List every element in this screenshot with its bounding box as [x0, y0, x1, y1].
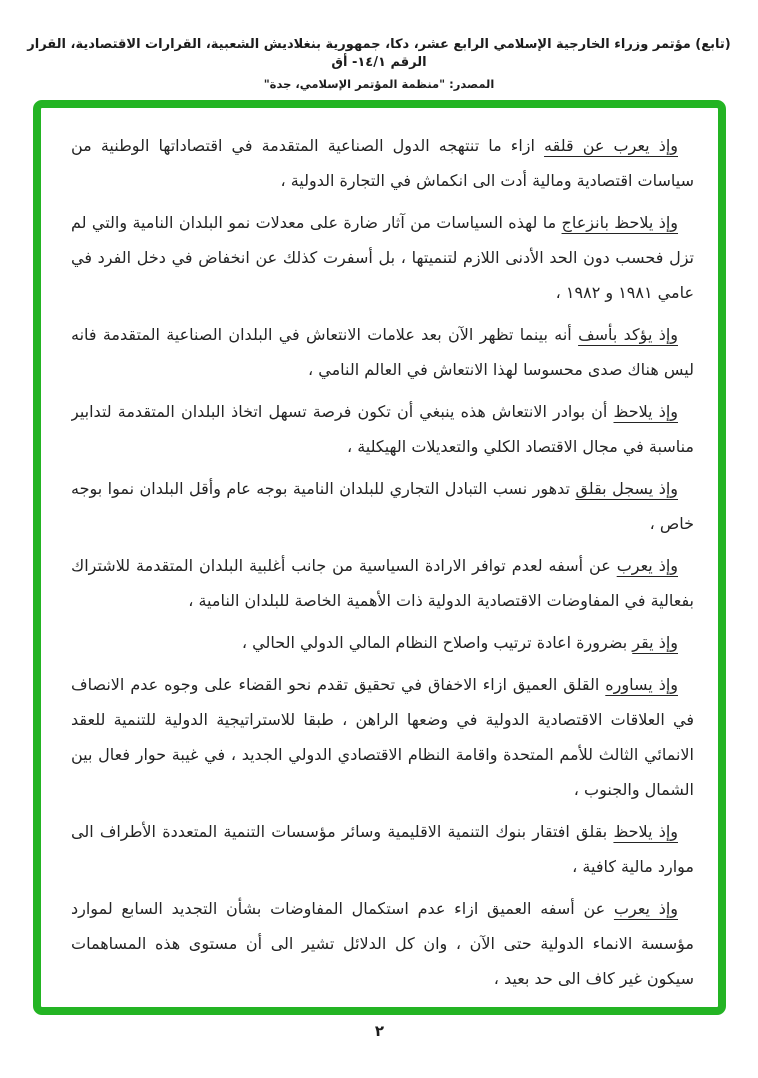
paragraph-lead: وإذ يعرب [616, 556, 678, 575]
page-number: ٢ [374, 1022, 385, 1040]
paragraph-text: بضرورة اعادة ترتيب واصلاح النظام المالي الدولي الحالي ، [241, 633, 633, 652]
paragraph-lead: وإذ يعرب [613, 899, 679, 918]
paragraph-text: عن أسفه العميق ازاء عدم استكمال المفاوضات بشأن التجديد السابع لموارد مؤسسة الانماء الدولية حتى الآن ، وان كل الدلائل تشير الى أن مستوى هذه المساهمات سيكون غير كاف الى حد بعيد ، [71, 899, 694, 988]
header-source: المصدر: "منظمة المؤتمر الإسلامي، جدة" [263, 77, 495, 91]
paragraph [71, 814, 694, 884]
paragraph [71, 394, 694, 464]
paragraph-lead: وإذ يسجل بقلق [575, 479, 679, 498]
paragraph [71, 128, 694, 198]
paragraph-text: القلق العميق ازاء الاخفاق في تحقيق تقدم نحو القضاء على وجوه عدم الانصاف في العلاقات الاقتصادية الدولية في وضعها الراهن ، طبقا للاستراتيجية الدولية للتنمية للعقد الانمائي الثالث للأمم المتحدة واقامة النظام الاقتصادي الدولي الجديد ، في غيبة حوار فعال بين الشمال والجنوب ، [71, 675, 694, 799]
paragraph-lead: وإذ يلاحظ [613, 822, 678, 841]
paragraph-lead: وإذ يعرب عن قلقه [544, 136, 678, 155]
paragraph-text: أنه بينما تظهر الآن بعد علامات الانتعاش في البلدان الصناعية المتقدمة فانه ليس هناك صدى محسوسا لهذا الانتعاش في العالم النامي ، [71, 325, 694, 379]
paragraph [71, 667, 694, 807]
content-frame [33, 100, 726, 1015]
paragraph-text: ازاء ما تنتهجه الدول الصناعية المتقدمة في اقتصاداتها الوطنية من سياسات اقتصادية ومالية أدت الى انكماش في التجارة الدولية ، [71, 136, 694, 190]
paragraph [71, 317, 694, 387]
paragraph-lead: وإذ يلاحظ بانزعاج [561, 213, 679, 232]
document-body [71, 128, 694, 993]
paragraph [71, 891, 694, 993]
paragraph-lead: وإذ يقر [632, 633, 678, 652]
paragraph [71, 548, 694, 618]
paragraph [71, 205, 694, 310]
paragraph [71, 625, 694, 660]
page-header [26, 36, 732, 91]
paragraph-lead: وإذ يؤكد بأسف [578, 325, 678, 344]
paragraph-text: بقلق افتقار بنوك التنمية الاقليمية وسائر مؤسسات التنمية المتعددة الأطراف الى موارد مالية كافية ، [71, 822, 694, 876]
header-title: (تابع) مؤتمر وزراء الخارجية الإسلامي الرابع عشر، دكا، جمهورية بنغلاديش الشعبية، القرارات الاقتصادية، القرار الرقم ١٤/١- أق [27, 37, 731, 70]
paragraph-lead: وإذ يلاحظ [613, 402, 678, 421]
paragraph-text: عن أسفه لعدم توافر الارادة السياسية من جانب أغلبية البلدان المتقدمة للاشتراك بفعالية في المفاوضات الاقتصادية الدولية ذات الأهمية الخاصة للبلدان النامية ، [71, 556, 694, 610]
paragraph [71, 471, 694, 541]
paragraph-lead: وإذ يساوره [605, 675, 678, 694]
paragraph-text: ما لهذه السياسات من آثار ضارة على معدلات نمو البلدان النامية والتي لم تزل فحسب دون الحد الأدنى اللازم لتنميتها ، بل أسفرت كذلك عن انخفاض في دخل الفرد في عامي ١٩٨١ و ١٩٨٢ ، [71, 213, 694, 302]
paragraph-text: أن بوادر الانتعاش هذه ينبغي أن تكون فرصة تسهل اتخاذ البلدان المتقدمة لتدابير مناسبة في مجال الاقتصاد الكلي والتعديلات الهيكلية ، [71, 402, 694, 456]
paragraph-text: تدهور نسب التبادل التجاري للبلدان النامية بوجه عام وأقل البلدان نموا بوجه خاص ، [71, 479, 694, 533]
